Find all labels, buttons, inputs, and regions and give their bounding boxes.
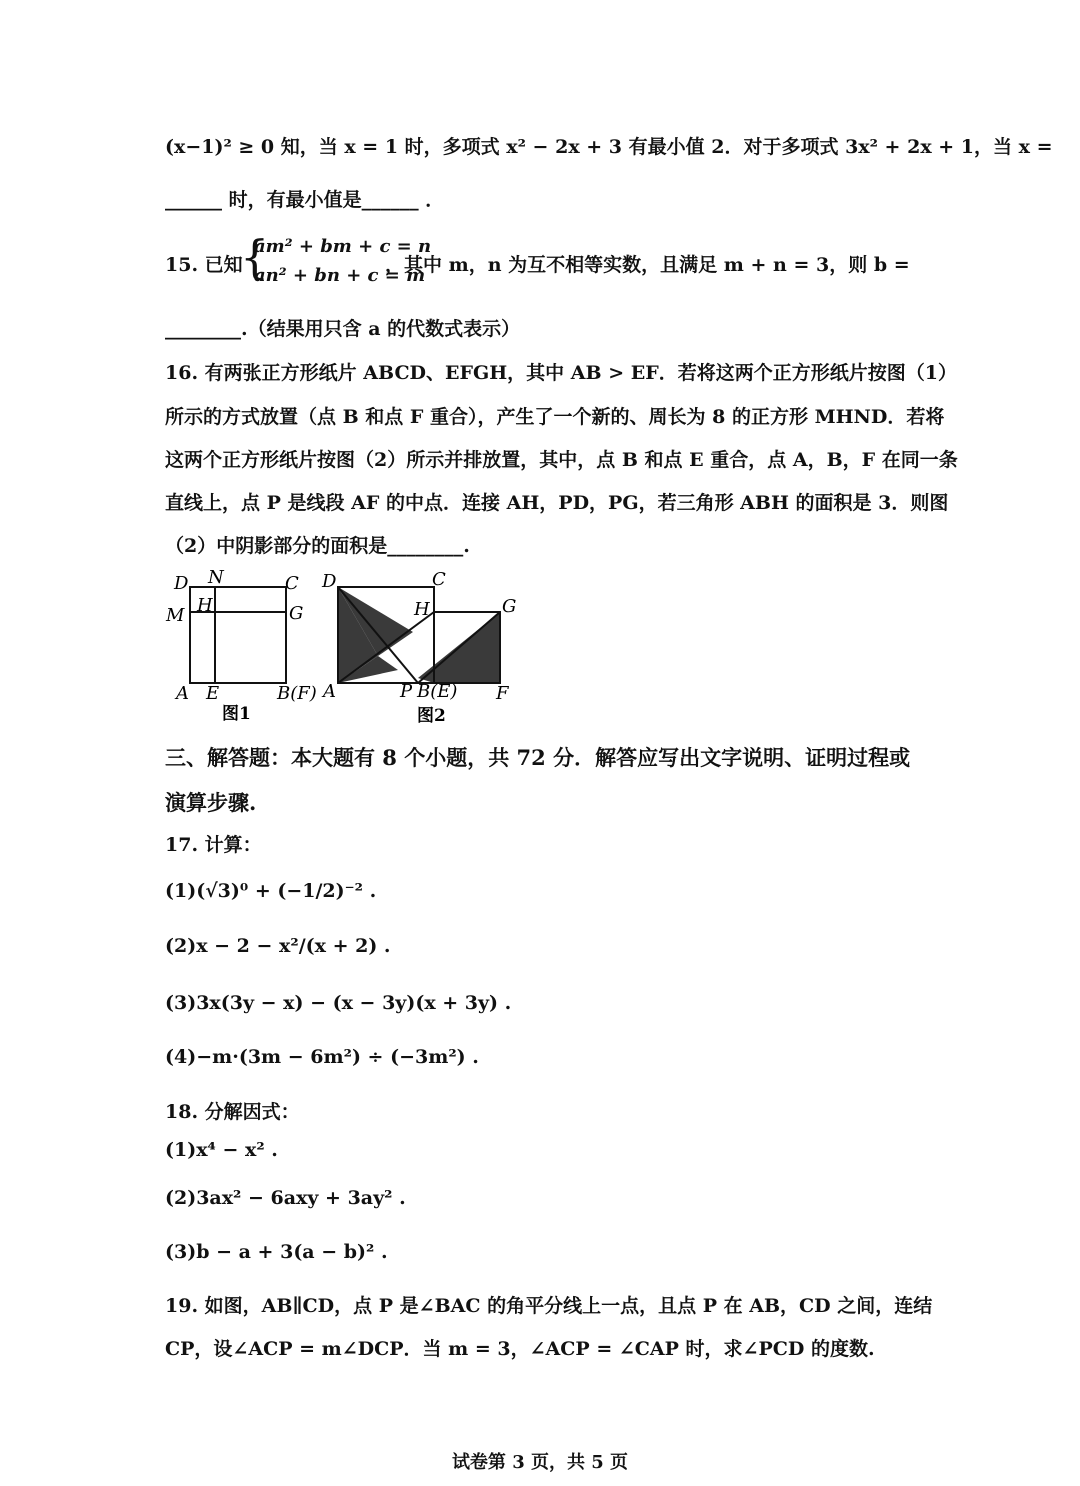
label-d: D — [322, 571, 337, 592]
section-3-heading-line-1: 三、解答题：本大题有 8 个小题，共 72 分．解答应写出文字说明、证明过程或 — [165, 745, 911, 770]
q19-line-1: 19. 如图，AB∥CD，点 P 是∠BAC 的角平分线上一点，且点 P 在 AB，CD 之间，连结 — [165, 1295, 933, 1317]
q16-line-3: 这两个正方形纸片按图（2）所示并排放置，其中，点 B 和点 E 重合，点 A，B，F 在同一条 — [165, 449, 958, 471]
q15-brace: { — [240, 230, 270, 284]
label-h: H — [414, 599, 430, 620]
q16-line-2: 所示的方式放置（点 B 和点 F 重合），产生了一个新的、周长为 8 的正方形 MHND．若将 — [165, 406, 945, 428]
label-be: B(E) — [417, 681, 458, 702]
q17-item-4: (4)−m·(3m − 6m²) ÷ (−3m²) . — [165, 1046, 479, 1068]
label-a: A — [176, 683, 189, 704]
figure-1 — [160, 565, 330, 730]
label-h: H — [197, 595, 213, 616]
label-e: E — [206, 683, 220, 704]
label-c: C — [285, 573, 299, 594]
figure-1-caption: 图1 — [222, 704, 251, 724]
label-d: D — [174, 573, 189, 594]
q15-suffix: ，其中 m，n 为互不相等实数，且满足 m + n = 3，则 b = — [385, 254, 910, 276]
q18-item-3: (3)b − a + 3(a − b)² . — [165, 1241, 388, 1263]
q14-line-2: ______ 时，有最小值是______ ． — [165, 189, 445, 211]
q14-line-1: (x−1)² ≥ 0 知，当 x = 1 时，多项式 x² − 2x + 3 有最小值 2．对于多项式 3x² + 2x + 1，当 x = — [165, 136, 1053, 158]
q17-item-2: (2)x − 2 − x²/(x + 2) . — [165, 935, 391, 957]
q15-equation-1: am² + bm + c = n — [254, 236, 432, 257]
q18-item-2: (2)3ax² − 6axy + 3ay² . — [165, 1187, 406, 1209]
q17-item-3: (3)3x(3y − x) − (x − 3y)(x + 3y) . — [165, 992, 512, 1014]
label-f: F — [496, 683, 509, 704]
label-bf: B(F) — [277, 683, 317, 704]
label-c: C — [432, 569, 446, 590]
q16-line-5: （2）中阴影部分的面积是________. — [165, 535, 470, 557]
label-g: G — [289, 603, 304, 624]
q17-item-1: (1)(√3)⁰ + (−1/2)⁻² . — [165, 880, 377, 902]
section-3-heading-line-2: 演算步骤. — [165, 790, 257, 815]
q16-line-1: 16. 有两张正方形纸片 ABCD、EFGH，其中 AB > EF．若将这两个正方形纸片按图（1） — [165, 362, 957, 384]
q15-line-2: ________.（结果用只含 a 的代数式表示） — [165, 318, 521, 340]
label-p: P — [400, 681, 413, 702]
q15-equation-2: an² + bn + c = m — [254, 265, 426, 286]
q19-line-2: CP，设∠ACP = m∠DCP．当 m = 3，∠ACP = ∠CAP 时，求∠PCD 的度数. — [165, 1338, 875, 1360]
q17-title: 17. 计算： — [165, 834, 262, 856]
figure-2 — [318, 565, 528, 730]
label-n: N — [208, 567, 224, 588]
q18-item-1: (1)x⁴ − x² . — [165, 1139, 278, 1161]
page-footer: 试卷第 3 页，共 5 页 — [451, 1452, 629, 1473]
q15-prefix: 15. 已知 — [165, 254, 243, 276]
q16-line-4: 直线上，点 P 是线段 AF 的中点．连接 AH，PD，PG，若三角形 ABH 的面积是 3．则图 — [165, 492, 949, 514]
q18-title: 18. 分解因式： — [165, 1101, 300, 1123]
label-m: M — [166, 605, 185, 626]
label-g: G — [502, 596, 517, 617]
label-a: A — [323, 681, 336, 702]
figure-2-caption: 图2 — [417, 706, 446, 726]
